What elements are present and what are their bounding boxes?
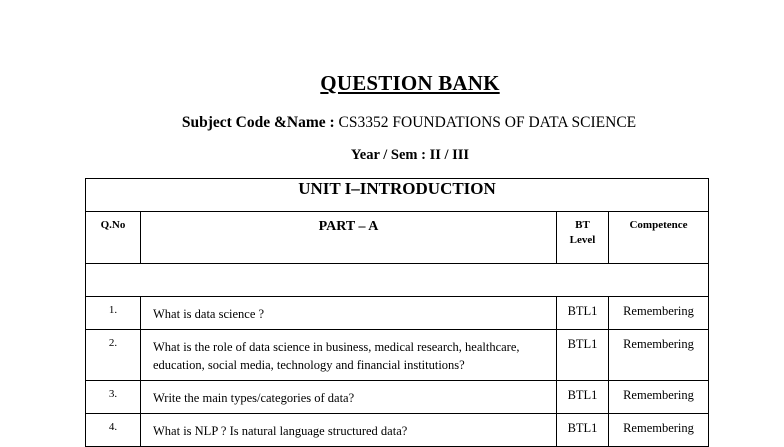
header-bt-line2: Level [569,234,596,246]
blank-row [86,264,709,297]
question-number: 4. [86,414,141,447]
question-text: What is NLP ? Is natural language structured data? [141,414,557,447]
bt-level: BTL1 [557,330,609,381]
table-row [86,330,709,381]
year-semester: Year / Sem : II / III [350,147,470,163]
bt-level: BTL1 [557,381,609,414]
question-number: 3. [86,381,141,414]
header-part: PART – A [141,212,557,264]
question-text: What is data science ? [141,297,557,330]
table-row [86,381,709,414]
subject-value: CS3352 FOUNDATIONS OF DATA SCIENCE [338,114,637,131]
subject-line [0,114,784,132]
table-row [86,414,709,447]
competence: Remembering [609,414,709,447]
competence: Remembering [609,330,709,381]
page-title: QUESTION BANK [320,71,500,95]
competence: Remembering [609,381,709,414]
question-number: 1. [86,297,141,330]
question-text: Write the main types/categories of data? [141,381,557,414]
competence: Remembering [609,297,709,330]
blank-cell [86,264,709,297]
table-row [86,297,709,330]
column-header-row [86,212,709,264]
question-table [85,178,709,447]
header-qno: Q.No [86,212,141,264]
question-number: 2. [86,330,141,381]
header-bt-line1: BT [575,219,590,231]
unit-title: UNIT I–INTRODUCTION [86,179,709,212]
question-text: What is the role of data science in business, medical research, healthcare, education, social media, technology and financial institutions? [141,330,557,381]
bt-level: BTL1 [557,297,609,330]
unit-header-row [86,179,709,212]
header-bt-level [557,212,609,264]
subject-label: Subject Code &Name : [181,114,335,131]
bt-level: BTL1 [557,414,609,447]
header-competence: Competence [609,212,709,264]
